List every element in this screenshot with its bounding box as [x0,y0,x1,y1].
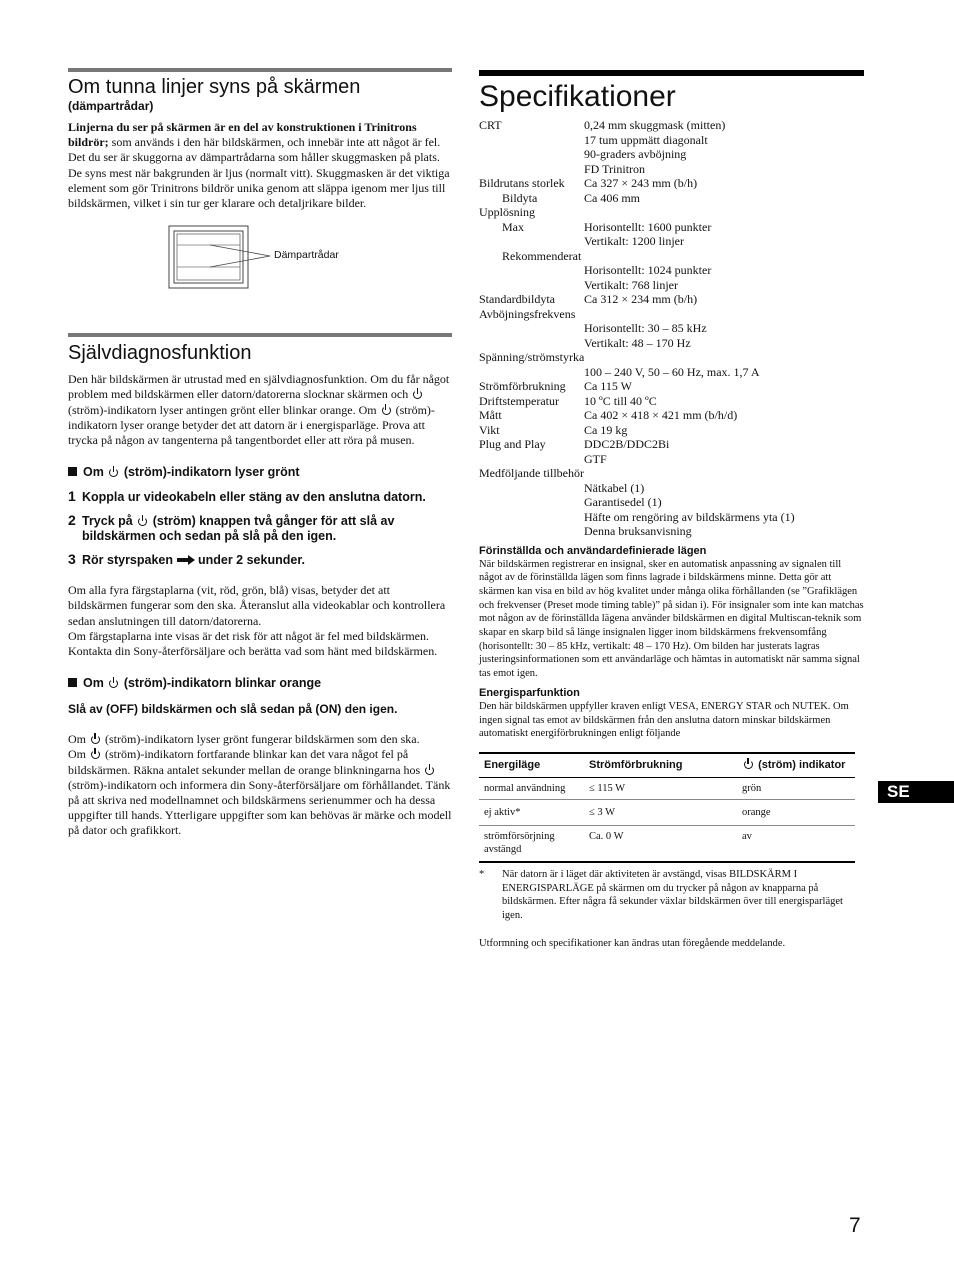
energy-table [479,752,855,863]
spec-value: Ca 312 × 234 mm (b/h) [584,292,698,306]
power-icon [382,406,391,415]
spec-value: Häfte om rengöring av bildskärmens yta (1) [584,509,795,524]
table-row: ej aktiv* ≤ 3 W orange [479,799,855,825]
spec-key: Bildrutans storlek [479,176,565,190]
footnote-mark: * [479,868,485,880]
preset-text: När bildskärmen registrerar en insignal, sker en automatisk anpassning av signalen till något av de förinställda lägen som finns lagrade i bildskärmens minne. Detta gör att skärmen kan visa en bild av hög kvalitet under många olika förhållanden (se ”Grafiklägen och frekvenser (Preset mode timing table)” på sidan i). För insignaler som inte kan matchas mot någon av de förinställda lägena använder bildskärmen en digital Multiscan-teknik som skapar en skarp bild så länge insignalen ligger inom bildskärmens frekvensomfång (horisontellt: 30 – 85 kHz, vertikalt: 48 – 170 Hz). Om bilden har justerats lagras justeringsinformationen som ett användarläge och hämtas in automatiskt när samma signal tas emot igen. [479,558,864,680]
spec-key: Rekommenderat [502,248,582,263]
spec-row [479,379,864,394]
section-rule [68,68,452,72]
color-bars-ok: Om alla fyra färgstaplarna (vit, röd, grön, blå) visas, betyder det att bildskärmen fungerar som den ska. Återanslut alla videokablar och kontrollera sedan anslutningen till datorn/datorerna. [68,583,446,628]
spec-row [479,205,864,220]
power-icon [138,517,147,526]
spec-value: DDC2B/DDC2Bi [584,437,670,451]
damper-intro [68,120,452,211]
spec-row [479,452,864,467]
self-diagnosis-intro: Den här bildskärmen är utrustad med en självdiagnosfunktion. Om du får något problem med bildskärmen eller datorn/datorerna slocknar skärmen och (ström)-indikatorn lyser antingen grönt eller blinkar orange. Om (ström)-indikatorn lyser orange betyder det att datorn är i energisparläge. Prova att trycka på någon av tangenterna på tangentbordet eller att röra på musen. [68,372,450,448]
spec-row [479,176,864,191]
spec-row [479,350,864,365]
section-rule [68,333,452,337]
damper-intro-rest: som används i den här bildskärmen, och innebär inte att något är fel. Det du ser är skuggorna av dämpartrådarna som håller skuggmasken på plats. De syns mest när bakgrunden är ljus (normalt vitt). Skuggmasken är det viktiga element som gör Trinitrons bildrör unika genom att släppa igenom mer ljus till bildskärmen, vilket i sin tur ger klarare och detaljrikare bilder. [68,135,450,211]
language-tab: SE [878,781,954,803]
damper-wire-diagram [168,225,452,303]
table-row: normal användning ≤ 115 W grön [479,777,855,799]
spec-row [479,365,864,380]
spec-key: Standardbildyta [479,292,555,306]
title-rule [479,70,864,76]
subhead-green: Om (ström)-indikatorn lyser grönt [68,465,452,480]
spec-key: Bildyta [502,190,538,205]
spec-value: Vertikalt: 1200 linjer [584,234,684,248]
left-column [68,68,452,839]
spec-value: Ca 19 kg [584,422,628,437]
spec-value: 10 ºC till 40 ºC [584,393,657,408]
spec-row [479,510,864,525]
spec-key: Spänning/strömstyrka [479,350,585,364]
energy-title: Energisparfunktion [479,686,580,699]
spec-key: Plug and Play [479,437,546,451]
spec-key: CRT [479,118,502,132]
spec-row [479,133,864,148]
spec-key: Max [502,219,524,234]
spec-row [479,321,864,336]
off-on-instruction: Slå av (OFF) bildskärmen och slå sedan på (ON) den igen. [68,702,398,717]
spec-value: Ca 402 × 418 × 421 mm (b/h/d) [584,408,738,422]
step-2: 2 Tryck på (ström) knappen två gånger för att slå av bildskärmen och sedan på slå på den igen. [68,512,395,544]
spec-row [479,220,864,235]
diagram-label: Dämpartrådar [274,249,339,262]
spec-key: Strömförbrukning [479,379,566,393]
footnote [479,868,864,923]
spec-value: Vertikalt: 768 linjer [584,277,678,292]
spec-value: 100 – 240 V, 50 – 60 Hz, max. 1,7 A [584,364,760,379]
damper-intro-bold: Linjerna du ser på skärmen är en del av konstruktionen i Trinitrons bildrör; [68,120,417,150]
spec-value: Nätkabel (1) [584,480,645,495]
spec-row [479,191,864,206]
spec-value: Denna bruksanvisning [584,524,692,538]
bullet-square-icon [68,678,77,687]
spec-row [479,292,864,307]
spec-value: 17 tum uppmätt diagonalt [584,132,708,147]
spec-row [479,408,864,423]
right-column [479,70,864,950]
spec-value: Garantisedel (1) [584,495,662,509]
step-1: 1 Koppla ur videokabeln eller stäng av den anslutna datorn. [68,488,426,505]
spec-value: Horisontellt: 30 – 85 kHz [584,321,707,335]
spec-value: 90-graders avböjning [584,147,687,161]
spec-row [479,524,864,539]
page-title-specifications: Specifikationer [479,80,676,113]
power-icon [413,390,422,399]
spec-key: Vikt [479,422,500,437]
table-header-row [479,753,855,778]
spec-value: Horisontellt: 1024 punkter [584,263,712,277]
section-title-self-diagnosis: Självdiagnosfunktion [68,342,252,365]
spec-list [479,118,864,539]
spec-row [479,118,864,133]
spec-row [479,466,864,481]
spec-row [479,162,864,177]
color-bars-missing: Om färgstaplarna inte visas är det risk för att något är fel med bildskärmen. Kontakta din Sony-återförsäljare och berätta vad som hänt med bildskärmen. [68,628,438,659]
spec-row [479,423,864,438]
power-icon [91,750,100,759]
energy-text: Den här bildskärmen uppfyller kraven enligt VESA, ENERGY STAR och NUTEK. Om ingen signal tas emot av bildskärmen från den anslutna datorn minskar bildskärmen automatiskt energiförbrukningen enligt följande [479,700,849,740]
spec-row [479,278,864,293]
spec-row [479,147,864,162]
step-3: 3 Rör styrspaken under 2 sekunder. [68,551,305,568]
spec-row [479,336,864,351]
power-icon [109,468,118,477]
spec-value: FD Trinitron [584,161,646,176]
spec-key: Avböjningsfrekvens [479,306,576,321]
table-row: strömförsörjning avstängd Ca. 0 W av [484,830,752,855]
blinking-note: Om (ström)-indikatorn fortfarande blinkar kan det vara något fel på bildskärmen. Räkna antalet sekunder mellan de orange blinkningarna hos (ström)-indikatorn och informera din Sony-återförsäljare om förhållandet. Tänk på att skriva ned modellnamnet och bildskärmens serienummer och ha dessa uppgifter till hands. Ytterligare uppgifter som kan behövas är märke och modell på dator och grafikkort. [68,747,452,838]
spec-row [479,394,864,409]
table-header: Strömförbrukning [589,758,683,771]
spec-value: GTF [584,451,607,466]
section-title-damper-wires: Om tunna linjer syns på skärmen [68,76,361,98]
power-icon [425,766,434,775]
power-icon [91,735,100,744]
spec-value: Vertikalt: 48 – 170 Hz [584,335,691,350]
page-number: 7 [849,1214,861,1237]
spec-row [479,234,864,249]
spec-row [479,437,864,452]
green-ok-note: Om (ström)-indikatorn lyser grönt fungerar bildskärmen som den ska. [68,732,420,747]
subhead-orange: Om (ström)-indikatorn blinkar orange [68,676,452,691]
preset-title: Förinställda och användardefinierade lägen [479,544,707,557]
arrow-right-icon [177,555,195,565]
spec-key: Medföljande tillbehör [479,466,584,480]
spec-key: Driftstemperatur [479,393,559,408]
bullet-square-icon [68,467,77,476]
power-icon [109,679,118,688]
spec-row [479,481,864,496]
spec-row [479,249,864,264]
disclaimer: Utformning och specifikationer kan ändras utan föregående meddelande. [479,937,786,949]
table-header: Energiläge [484,758,541,771]
spec-key: Mått [479,408,502,422]
spec-value: Ca 327 × 243 mm (b/h) [584,176,698,190]
table-header: (ström) indikator [737,753,855,778]
spec-row [479,307,864,322]
spec-value: Ca 406 mm [584,190,640,205]
spec-value: Ca 115 W [584,379,632,393]
spec-row [479,495,864,510]
spec-value: Horisontellt: 1600 punkter [584,219,712,234]
power-icon [744,760,753,769]
spec-key: Upplösning [479,205,536,219]
section-subtitle: (dämpartrådar) [68,99,154,113]
spec-row [479,263,864,278]
footnote-text: När datorn är i läget där aktiviteten är avstängd, visas BILDSKÄRM I ENERGISPARLÄGE på skärmen om du trycker på någon av knapparna på bildskärmen. Efter några få sekunder växlar bildskärmen över till energisparläget igen. [502,868,843,922]
spec-value: 0,24 mm skuggmask (mitten) [584,118,726,132]
